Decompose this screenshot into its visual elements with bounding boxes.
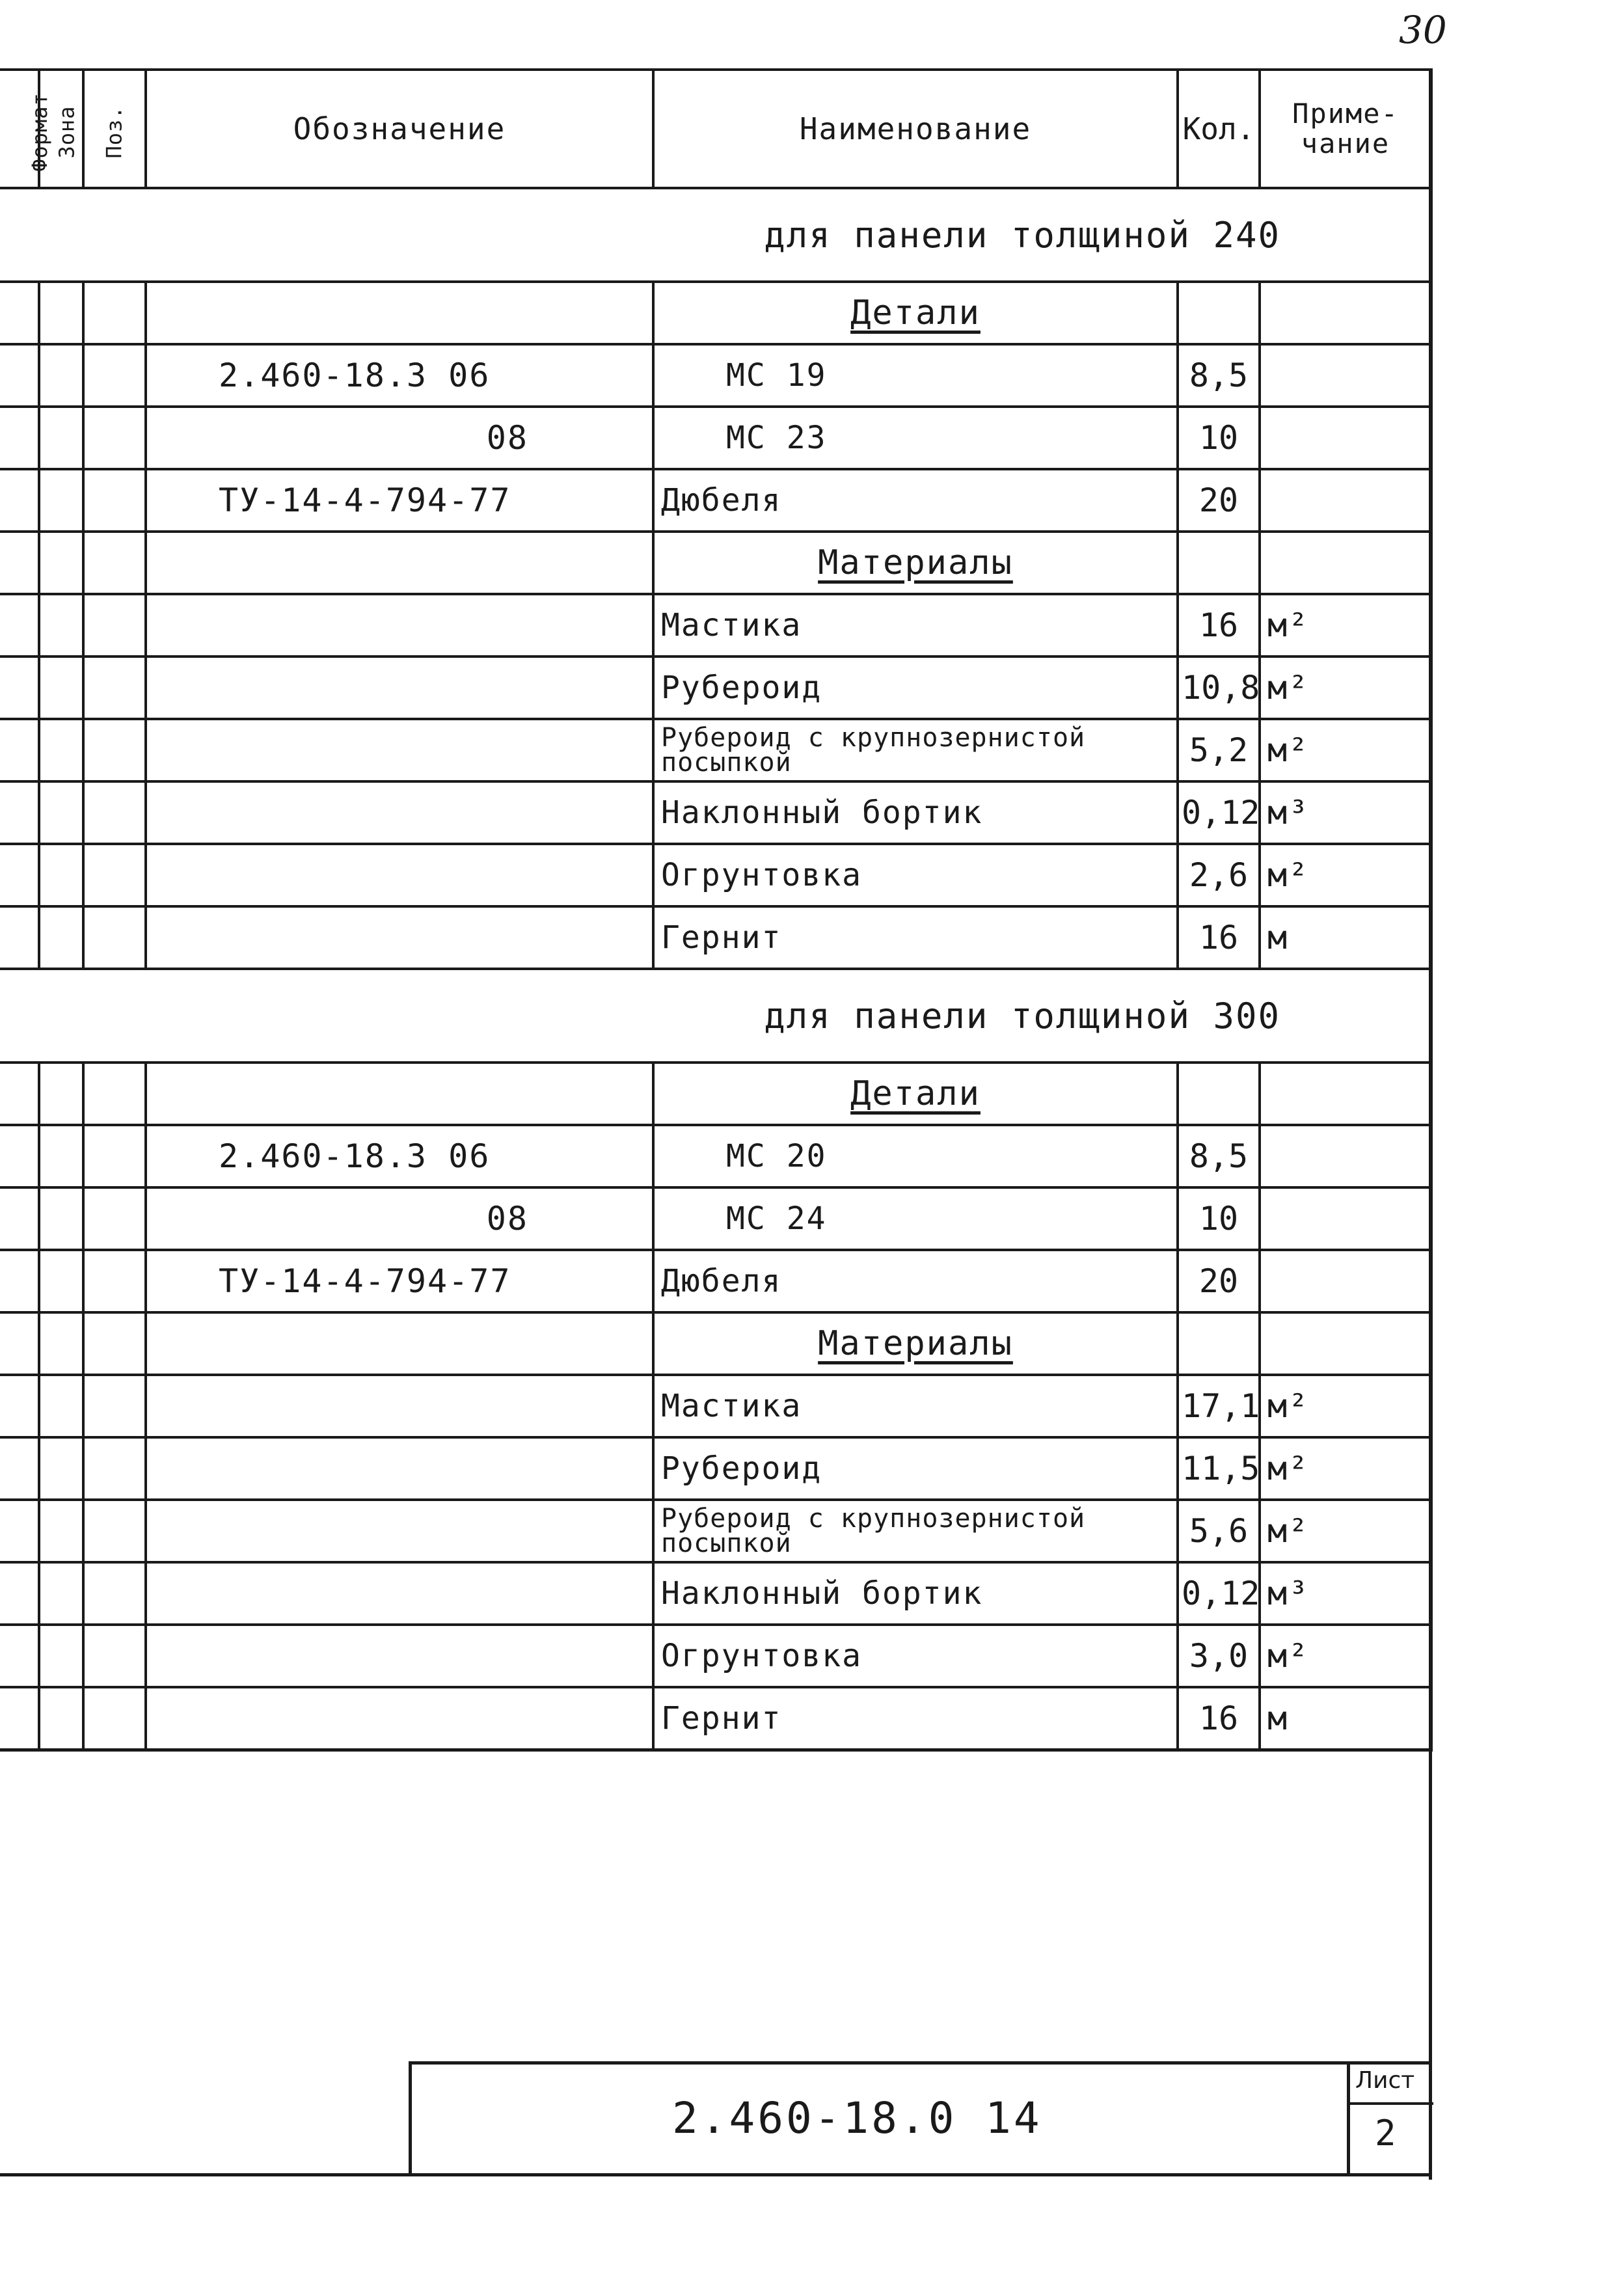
qty-cell: 20 <box>1178 469 1260 532</box>
name-cell: Рубероид с крупнозернистой посыпкой <box>653 1500 1178 1562</box>
sheet-label: Лист <box>1355 2067 1415 2094</box>
subheading-details: Детали <box>653 1063 1178 1125</box>
header-note: Приме- чание <box>1260 70 1431 188</box>
qty-cell: 16 <box>1178 1687 1260 1750</box>
name-cell: Гернит <box>653 906 1178 969</box>
note-cell: м² <box>1260 1375 1431 1437</box>
name-cell: Рубероид с крупнозернистой посыпкой <box>653 719 1178 781</box>
table-row <box>0 1562 1431 1625</box>
specification-table <box>0 68 1433 1752</box>
table-row <box>0 1125 1431 1187</box>
name-cell: Дюбеля <box>653 469 1178 532</box>
table-row <box>0 1500 1431 1562</box>
qty-cell: 16 <box>1178 594 1260 657</box>
table-row <box>0 1312 1431 1375</box>
qty-cell: 5,2 <box>1178 719 1260 781</box>
section-1-title-row <box>0 188 1431 282</box>
table-row <box>0 1063 1431 1125</box>
note-cell: м³ <box>1260 781 1431 844</box>
name-cell: Рубероид <box>653 1437 1178 1500</box>
name-cell: МС 23 <box>653 407 1178 469</box>
name-cell: Наклонный бортик <box>653 1562 1178 1625</box>
qty-cell: 10,8 <box>1178 657 1260 719</box>
table-row <box>0 282 1431 344</box>
name-cell: МС 20 <box>653 1125 1178 1187</box>
qty-cell: 20 <box>1178 1250 1260 1312</box>
table-row <box>0 844 1431 906</box>
frame-bottom-border <box>0 2173 1431 2176</box>
designation-cell: ТУ-14-4-794-77 <box>146 1250 653 1312</box>
name-cell: Мастика <box>653 1375 1178 1437</box>
qty-cell: 0,12 <box>1178 781 1260 844</box>
note-cell: м² <box>1260 1500 1431 1562</box>
table-row <box>0 906 1431 969</box>
subheading-materials: Материалы <box>653 532 1178 594</box>
qty-cell: 8,5 <box>1178 344 1260 407</box>
note-cell: м³ <box>1260 1562 1431 1625</box>
name-cell: Гернит <box>653 1687 1178 1750</box>
header-row <box>0 70 1431 188</box>
table-row <box>0 1625 1431 1687</box>
qty-cell: 10 <box>1178 1187 1260 1250</box>
note-cell: м² <box>1260 844 1431 906</box>
qty-cell: 3,0 <box>1178 1625 1260 1687</box>
table-row <box>0 1187 1431 1250</box>
designation-cell: ТУ-14-4-794-77 <box>146 469 653 532</box>
document-code: 2.460-18.0 14 <box>672 2093 1042 2143</box>
designation-cell: 08 <box>146 407 653 469</box>
sheet-num: 2 <box>1375 2113 1396 2154</box>
table-row <box>0 1437 1431 1500</box>
qty-cell: 8,5 <box>1178 1125 1260 1187</box>
name-cell: Дюбеля <box>653 1250 1178 1312</box>
qty-cell: 11,5 <box>1178 1437 1260 1500</box>
table-row <box>0 532 1431 594</box>
designation-cell: 2.460-18.3 06 <box>146 344 653 407</box>
section-2-title: для панели толщиной 300 <box>0 969 1431 1063</box>
table-row <box>0 781 1431 844</box>
qty-cell: 10 <box>1178 407 1260 469</box>
header-designation: Обозначение <box>146 70 653 188</box>
table-row <box>0 657 1431 719</box>
table-row <box>0 1250 1431 1312</box>
note-cell: м² <box>1260 594 1431 657</box>
table-row <box>0 344 1431 407</box>
note-cell: м² <box>1260 719 1431 781</box>
designation-cell: 08 <box>146 1187 653 1250</box>
qty-cell: 17,1 <box>1178 1375 1260 1437</box>
table-row <box>0 594 1431 657</box>
subheading-details: Детали <box>653 282 1178 344</box>
name-cell: Огрунтовка <box>653 844 1178 906</box>
frame-right-border <box>1429 68 1432 2180</box>
section-1-title: для панели толщиной 240 <box>0 188 1431 282</box>
name-cell: Наклонный бортик <box>653 781 1178 844</box>
qty-cell: 16 <box>1178 906 1260 969</box>
qty-cell: 2,6 <box>1178 844 1260 906</box>
header-format: Формат <box>0 70 39 188</box>
table-row <box>0 1375 1431 1437</box>
table-row <box>0 719 1431 781</box>
header-name: Наименование <box>653 70 1178 188</box>
designation-cell: 2.460-18.3 06 <box>146 1125 653 1187</box>
title-block-stamp <box>409 2061 1430 2175</box>
subheading-materials: Материалы <box>653 1312 1178 1375</box>
qty-cell: 0,12 <box>1178 1562 1260 1625</box>
note-cell: м² <box>1260 1625 1431 1687</box>
name-cell: Огрунтовка <box>653 1625 1178 1687</box>
name-cell: МС 24 <box>653 1187 1178 1250</box>
section-2-title-row <box>0 969 1431 1063</box>
table-row <box>0 1687 1431 1750</box>
sheet-divider <box>1350 2102 1433 2105</box>
name-cell: Мастика <box>653 594 1178 657</box>
note-cell: м² <box>1260 657 1431 719</box>
name-cell: Рубероид <box>653 657 1178 719</box>
note-cell: м <box>1260 1687 1431 1750</box>
qty-cell: 5,6 <box>1178 1500 1260 1562</box>
note-cell: м <box>1260 906 1431 969</box>
header-pos: Поз. <box>83 70 146 188</box>
sheet-number: 30 <box>1399 8 1447 52</box>
note-cell: м² <box>1260 1437 1431 1500</box>
header-zone: Зона <box>39 70 83 188</box>
name-cell: МС 19 <box>653 344 1178 407</box>
table-row <box>0 407 1431 469</box>
table-row <box>0 469 1431 532</box>
header-qty: Кол. <box>1178 70 1260 188</box>
sheet-box <box>1347 2065 1430 2175</box>
